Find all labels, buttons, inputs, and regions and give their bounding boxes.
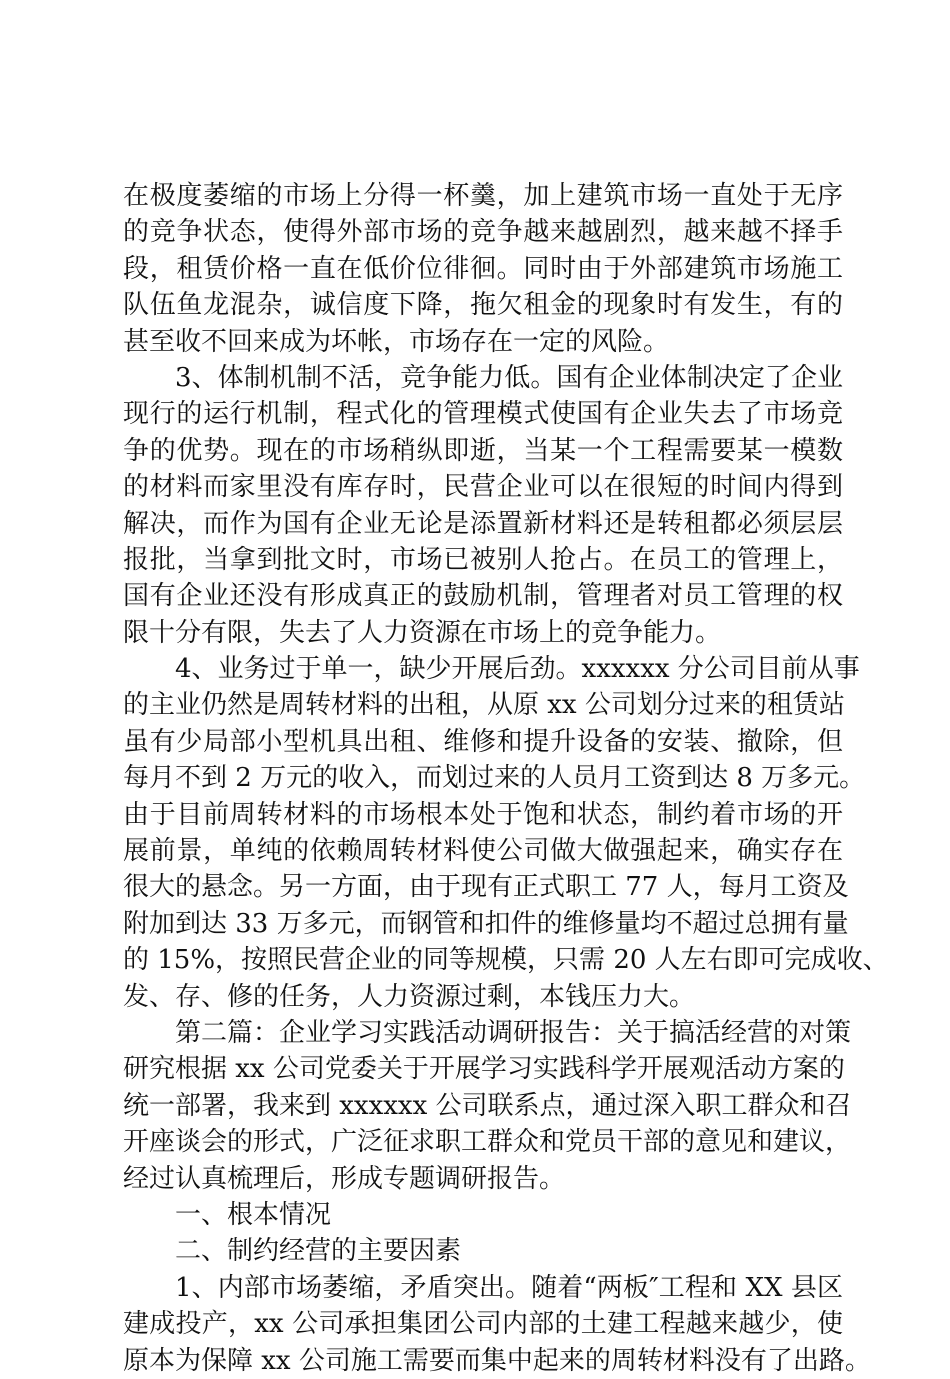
text-line: 建成投产，xx 公司承担集团公司内部的土建工程越来越少，使: [123, 1309, 843, 1340]
text-line: 甚至收不回来成为坏帐，市场存在一定的风险。: [123, 326, 670, 357]
document-body: [123, 178, 889, 1379]
text-line: 的材料而家里没有库存时，民营企业可以在很短的时间内得到: [123, 472, 843, 503]
text-line: 4、业务过于单一，缺少开展后劲。xxxxxx 分公司目前从事: [175, 654, 860, 685]
text-line: 每月不到 2 万元的收入，而划过来的人员月工资到达 8 万多元。: [123, 763, 866, 794]
text-line: 3、体制机制不活，竞争能力低。国有企业体制决定了企业: [175, 362, 843, 393]
text-line: 解决，而作为国有企业无论是添置新材料还是转租都必须层层: [123, 508, 843, 539]
text-line: 争的优势。现在的市场稍纵即逝，当某一个工程需要某一模数: [123, 435, 843, 466]
text-line: 虽有少局部小型机具出租、维修和提升设备的安装、撤除，但: [123, 726, 843, 757]
text-line: 开座谈会的形式，广泛征求职工群众和党员干部的意见和建议，: [123, 1127, 852, 1158]
text-line: 限十分有限，失去了人力资源在市场上的竞争能力。: [123, 617, 722, 648]
text-line: 现行的运行机制，程式化的管理模式使国有企业失去了市场竞: [123, 399, 843, 430]
text-line: 的主业仍然是周转材料的出租，从原 xx 公司划分过来的租赁站: [123, 690, 845, 721]
text-line: 一、根本情况: [175, 1199, 332, 1230]
text-line: 队伍鱼龙混杂，诚信度下降，拖欠租金的现象时有发生，有的: [123, 290, 843, 321]
text-line: 附加到达 33 万多元，而钢管和扣件的维修量均不超过总拥有量: [123, 908, 849, 939]
text-line: 国有企业还没有形成真正的鼓励机制，管理者对员工管理的权: [123, 581, 843, 612]
text-line: 研究根据 xx 公司党委关于开展学习实践科学开展观活动方案的: [123, 1054, 845, 1085]
text-line: 展前景，单纯的依赖周转材料使公司做大做强起来，确实存在: [123, 836, 843, 867]
text-line: 第二篇：企业学习实践活动调研报告：关于搞活经营的对策: [175, 1017, 852, 1048]
text-line: 报批，当拿到批文时，市场已被别人抢占。在员工的管理上，: [123, 544, 843, 575]
text-line: 二、制约经营的主要因素: [175, 1236, 462, 1267]
text-line: 在极度萎缩的市场上分得一杯羹，加上建筑市场一直处于无序: [123, 181, 843, 211]
text-line: 统一部署，我来到 xxxxxx 公司联系点，通过深入职工群众和召: [123, 1090, 852, 1121]
text-line: 段，租赁价格一直在低价位徘徊。同时由于外部建筑市场施工: [123, 253, 843, 284]
text-line: 发、存、修的任务，人力资源过剩，本钱压力大。: [123, 981, 696, 1012]
text-line: 的 15%，按照民营企业的同等规模，只需 20 人左右即可完成收、: [123, 945, 889, 976]
text-line: 的竞争状态，使得外部市场的竞争越来越剧烈，越来越不择手: [123, 217, 843, 248]
text-line: 很大的悬念。另一方面，由于现有正式职工 77 人，每月工资及: [123, 872, 849, 903]
text-line: 经过认真梳理后，形成专题调研报告。: [123, 1163, 566, 1194]
text-line: 由于目前周转材料的市场根本处于饱和状态，制约着市场的开: [123, 799, 843, 830]
text-line: 原本为保障 xx 公司施工需要而集中起来的周转材料没有了出路。: [123, 1345, 871, 1376]
text-line: 1、内部市场萎缩，矛盾突出。随着“两板″工程和 XX 县区: [175, 1272, 843, 1303]
